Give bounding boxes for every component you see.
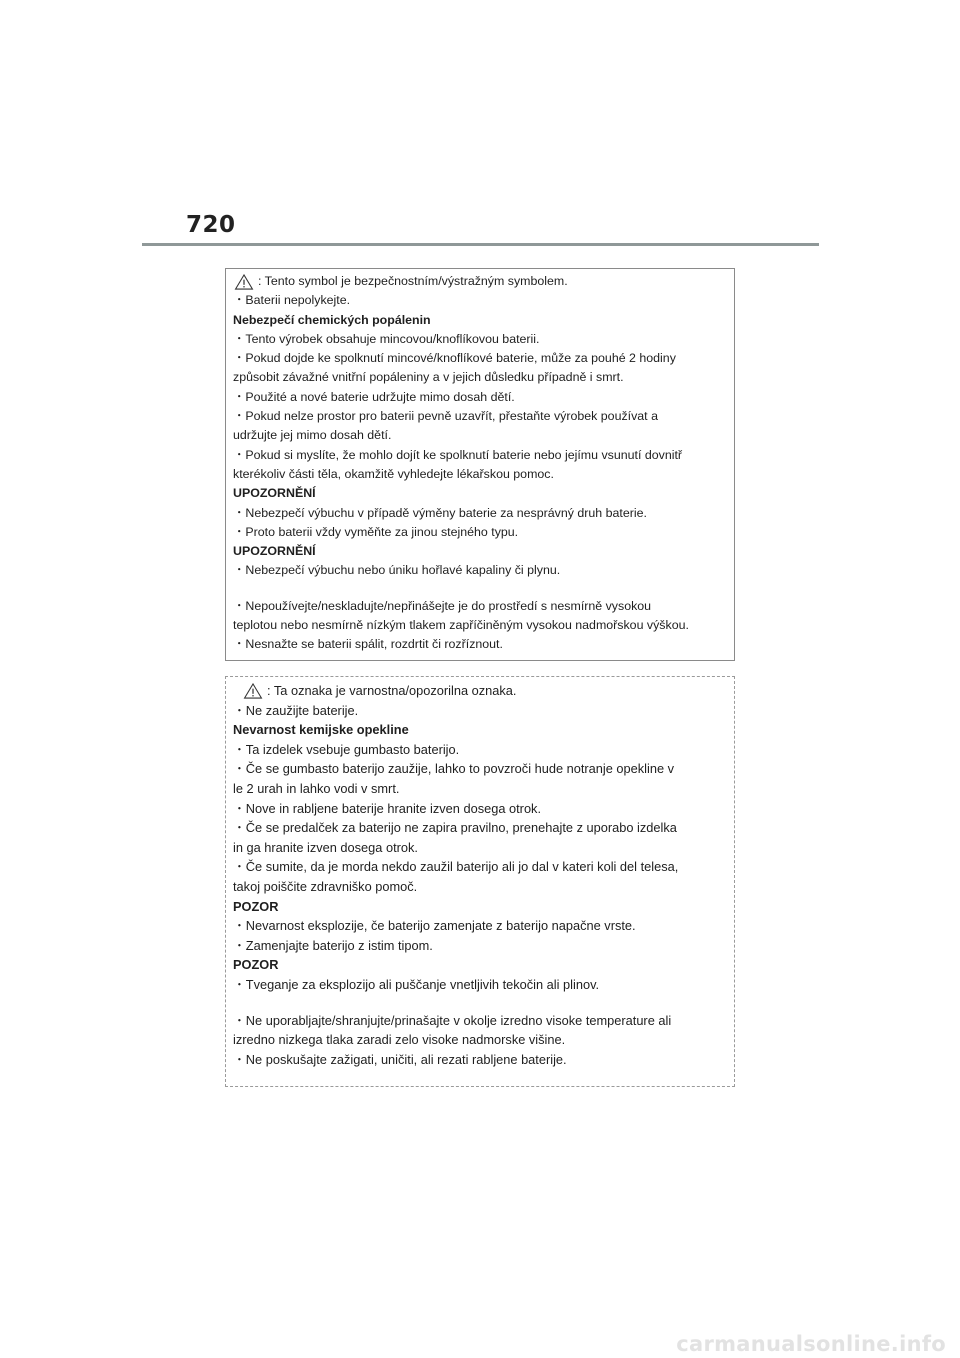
text-line: ・Pokud dojde ke spolknutí mincové/knoflíkové baterie, může za pouhé 2 hodiny: [233, 351, 676, 366]
text-line: ・Ne uporabljajte/shranjujte/prinašajte v okolje izredno visoke temperature ali: [233, 1012, 672, 1028]
text-line: ・Ne zaužijte baterije.: [233, 702, 359, 718]
czech-symbol-line: [233, 272, 728, 291]
header-rule: [142, 243, 819, 246]
text-line: ・Nesnažte se baterii spálit, rozdrtit či rozříznout.: [233, 637, 503, 652]
page-number: 720: [186, 212, 236, 238]
text-line: ・Nebezpečí výbuchu nebo úniku hořlavé kapaliny či plynu.: [233, 563, 561, 578]
text-line: ・Če se predalček za baterijo ne zapira pravilno, prenehajte z uporabo izdelka: [233, 820, 677, 836]
text-line: takoj poiščite zdravniško pomoč.: [233, 878, 418, 894]
section-heading: POZOR: [233, 957, 279, 973]
text-line: ・Tveganje za eksplozijo ali puščanje vnetljivih tekočin ali plinov.: [233, 976, 600, 992]
slovenian-symbol-line: [233, 681, 728, 701]
czech-gap: [233, 581, 728, 597]
text-line: ・Če sumite, da je morda nekdo zaužil baterijo ali jo dal v kateri koli del telesa,: [233, 859, 679, 875]
text-line: ・Zamenjajte baterijo z istim tipom.: [233, 937, 433, 953]
czech-lines-after-gap: [233, 597, 728, 655]
text-line: ・Tento výrobek obsahuje mincovou/knoflíkovou baterii.: [233, 331, 540, 346]
text-line: ・Nevarnost eksplozije, če baterijo zamenjate z baterijo napačne vrste.: [233, 918, 636, 934]
slovenian-warning-box: [225, 676, 735, 1087]
slovenian-symbol-note: : Ta oznaka je varnostna/opozorilna oznaka.: [267, 683, 517, 698]
text-line: le 2 urah in lahko vodi v smrt.: [233, 780, 400, 796]
text-line: ・Použité a nové baterie udržujte mimo dosah dětí.: [233, 389, 515, 404]
text-line: způsobit závažné vnitřní popáleniny a v jejich důsledku případně i smrt.: [233, 370, 624, 385]
text-line: udržujte jej mimo dosah dětí.: [233, 428, 392, 443]
text-line: ・Nebezpečí výbuchu v případě výměny baterie za nesprávný druh baterie.: [233, 505, 647, 520]
text-line: ・Nove in rabljene baterije hranite izven dosega otrok.: [233, 800, 542, 816]
slovenian-lines: [233, 701, 728, 995]
czech-lines: [233, 291, 728, 580]
text-line: ・Pokud si myslíte, že mohlo dojít ke spolknutí baterie nebo jejímu vsunutí dovnitř: [233, 447, 683, 462]
text-line: kterékoliv části těla, okamžitě vyhledejte lékařskou pomoc.: [233, 466, 554, 481]
warning-triangle-icon: [234, 274, 254, 290]
slovenian-gap: [233, 995, 728, 1011]
section-heading: POZOR: [233, 898, 279, 914]
text-line: izredno nizkega tlaka zaradi zelo visoke nadmorske višine.: [233, 1032, 566, 1048]
text-line: ・Če se gumbasto baterijo zaužije, lahko to povzroči hude notranje opekline v: [233, 761, 675, 777]
section-heading: Nebezpečí chemických popálenin: [233, 312, 431, 327]
section-heading: UPOZORNĚNÍ: [233, 544, 316, 559]
text-line: ・Pokud nelze prostor pro baterii pevně uzavřít, přestaňte výrobek používat a: [233, 409, 658, 424]
text-line: ・Nepoužívejte/neskladujte/nepřinášejte je do prostředí s nesmírně vysokou: [233, 598, 652, 613]
slovenian-lines-after-gap: [233, 1011, 728, 1070]
text-line: ・Ne poskušajte zažigati, uničiti, ali rezati rabljene baterije.: [233, 1051, 567, 1067]
text-line: ・Baterii nepolykejte.: [233, 293, 351, 308]
watermark: carmanualsonline.info: [676, 1332, 946, 1356]
warning-triangle-icon: [243, 683, 263, 699]
section-heading: Nevarnost kemijske opekline: [233, 722, 409, 738]
text-line: ・Proto baterii vždy vyměňte za jinou stejného typu.: [233, 524, 519, 539]
czech-warning-box: [225, 268, 735, 661]
text-line: in ga hranite izven dosega otrok.: [233, 839, 418, 855]
text-line: teplotou nebo nesmírně nízkým tlakem zapříčiněným vysokou nadmořskou výškou.: [233, 618, 689, 633]
czech-symbol-note: : Tento symbol je bezpečnostním/výstražným symbolem.: [258, 274, 568, 288]
text-line: ・Ta izdelek vsebuje gumbasto baterijo.: [233, 741, 460, 757]
section-heading: UPOZORNĚNÍ: [233, 486, 316, 501]
